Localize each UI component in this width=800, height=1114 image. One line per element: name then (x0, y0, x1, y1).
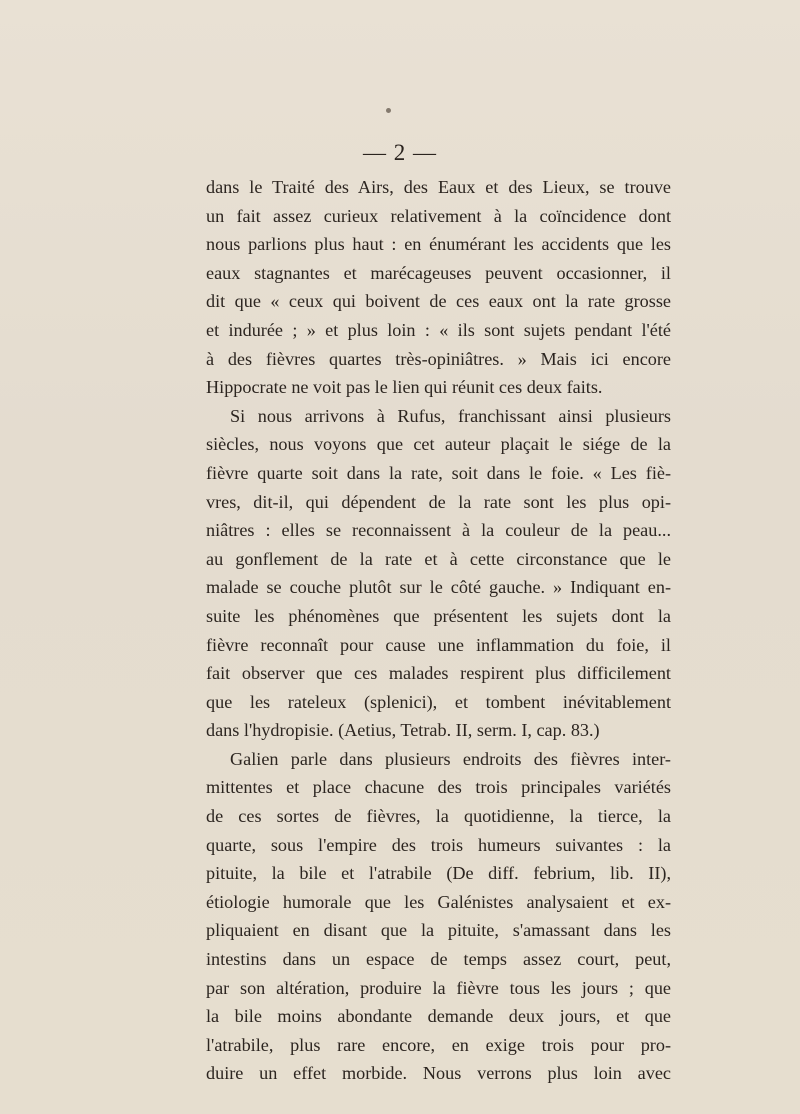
text-line: pliquaient en disant que la pituite, s'amassant dans les (206, 920, 671, 941)
text-line: de ces sortes de fièvres, la quotidienne, la tierce, la (206, 806, 671, 827)
ink-dot (386, 108, 391, 113)
text-line: dans l'hydropisie. (Aetius, Tetrab. II, serm. I, cap. 83.) (206, 720, 600, 741)
text-line: suite les phénomènes que présentent les sujets dont la (206, 605, 671, 626)
text-line: intestins dans un espace de temps assez court, peut, (206, 949, 671, 970)
text-line: au gonflement de la rate et à cette circonstance que le (206, 548, 671, 569)
text-line: Hippocrate ne voit pas le lien qui réunit ces deux faits. (206, 377, 603, 398)
text-line: siècles, nous voyons que cet auteur plaçait le siége de la (206, 434, 671, 455)
body-text (206, 173, 671, 1088)
text-line: malade se couche plutôt sur le côté gauche. » Indiquant en- (206, 577, 671, 598)
text-line: fièvre quarte soit dans la rate, soit dans le foie. « Les fiè- (206, 462, 671, 483)
text-line: et indurée ; » et plus loin : « ils sont sujets pendant l'été (206, 319, 671, 340)
text-line: Si nous arrivons à Rufus, franchissant ainsi plusieurs (230, 405, 671, 426)
text-line: étiologie humorale que les Galénistes analysaient et ex- (206, 891, 671, 912)
text-line: fait observer que ces malades respirent plus difficilement (206, 663, 671, 684)
text-line: quarte, sous l'empire des trois humeurs suivantes : la (206, 834, 671, 855)
text-line: que les rateleux (splenici), et tombent inévitablement (206, 691, 671, 712)
text-line: niâtres : elles se reconnaissent à la couleur de la peau... (206, 520, 671, 541)
text-line: duire un effet morbide. Nous verrons plus loin avec (206, 1063, 671, 1084)
text-line: l'atrabile, plus rare encore, en exige trois pour pro- (206, 1034, 671, 1055)
text-line: nous parlions plus haut : en énumérant les accidents que les (206, 234, 671, 255)
text-line: mittentes et place chacune des trois principales variétés (206, 777, 671, 798)
text-line: la bile moins abondante demande deux jours, et que (206, 1006, 671, 1027)
text-line: dans le Traité des Airs, des Eaux et des Lieux, se trouve (206, 177, 671, 197)
text-line: pituite, la bile et l'atrabile (De diff. febrium, lib. II), (206, 863, 671, 884)
text-line: Galien parle dans plusieurs endroits des fièvres inter- (230, 748, 671, 769)
text-line: à des fièvres quartes très-opiniâtres. » Mais ici encore (206, 348, 671, 369)
text-line: par son altération, produire la fièvre tous les jours ; que (206, 977, 671, 998)
text-line: eaux stagnantes et marécageuses peuvent occasionner, il (206, 262, 671, 283)
text-line: un fait assez curieux relativement à la coïncidence dont (206, 205, 671, 226)
text-line: dit que « ceux qui boivent de ces eaux ont la rate grosse (206, 291, 671, 312)
text-line: vres, dit-il, qui dépendent de la rate sont les plus opi- (206, 491, 671, 512)
page-number: — 2 — (363, 140, 437, 165)
text-line: fièvre reconnaît pour cause une inflammation du foie, il (206, 634, 671, 655)
